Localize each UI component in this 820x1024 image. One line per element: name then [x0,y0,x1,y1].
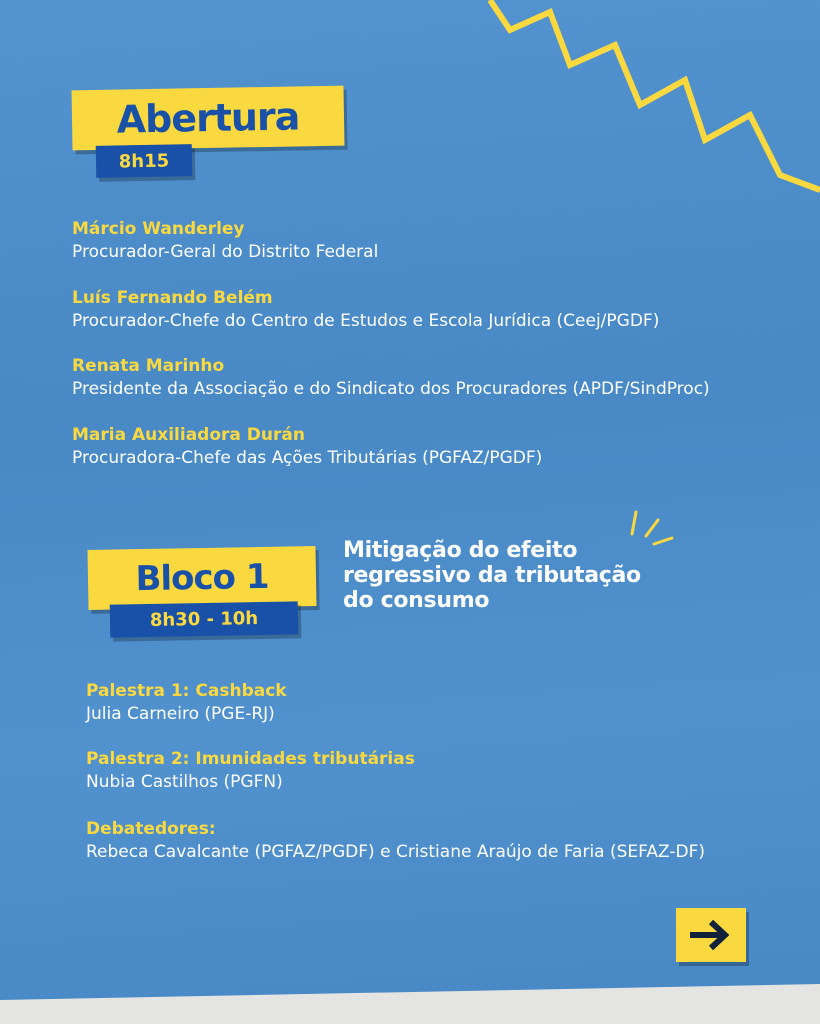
zigzag-decoration [480,0,820,200]
speaker-role: Presidente da Associação e do Sindicato dos Procuradores (APDF/SindProc) [72,379,710,399]
speaker-role: Procurador-Chefe do Centro de Estudos e Escola Jurídica (Ceej/PGDF) [72,311,660,331]
speaker-name: Renata Marinho [72,356,225,376]
speaker-name: Luís Fernando Belém [72,288,273,308]
abertura-title: Abertura [71,86,344,151]
speaker-role: Procuradora-Chefe das Ações Tributárias (PGFAZ/PGDF) [72,448,543,468]
abertura-time: 8h15 [96,144,193,178]
paper-edge [0,984,820,1024]
program-item [86,818,705,864]
next-button[interactable] [676,908,746,962]
speaker-entry [72,355,710,401]
program-item-detail: Rebeca Cavalcante (PGFAZ/PGDF) e Cristiane Araújo de Faria (SEFAZ-DF) [86,842,705,862]
arrow-right-icon [689,917,733,953]
bloco1-theme-line: Mitigação do efeito [343,538,578,563]
program-item-detail: Nubia Castilhos (PGFN) [86,772,283,792]
speaker-name: Márcio Wanderley [72,219,245,239]
speaker-name: Maria Auxiliadora Durán [72,425,305,445]
program-item-label: Palestra 1: Cashback [86,681,287,701]
bloco1-theme [343,538,743,613]
bloco1-time: 8h30 - 10h [110,601,299,637]
program-item [86,680,287,726]
speaker-entry [72,424,542,470]
program-item-detail: Julia Carneiro (PGE-RJ) [86,704,275,724]
speaker-role: Procurador-Geral do Distrito Federal [72,242,379,262]
bloco1-theme-line: do consumo [343,588,490,613]
program-item-label: Palestra 2: Imunidades tributárias [86,749,415,769]
speaker-entry [72,287,659,333]
program-item-label: Debatedores: [86,819,216,839]
speaker-entry [72,218,378,264]
program-item [86,748,415,794]
bloco1-theme-line: regressivo da tributação [343,563,641,588]
bloco1-title: Bloco 1 [87,546,316,610]
